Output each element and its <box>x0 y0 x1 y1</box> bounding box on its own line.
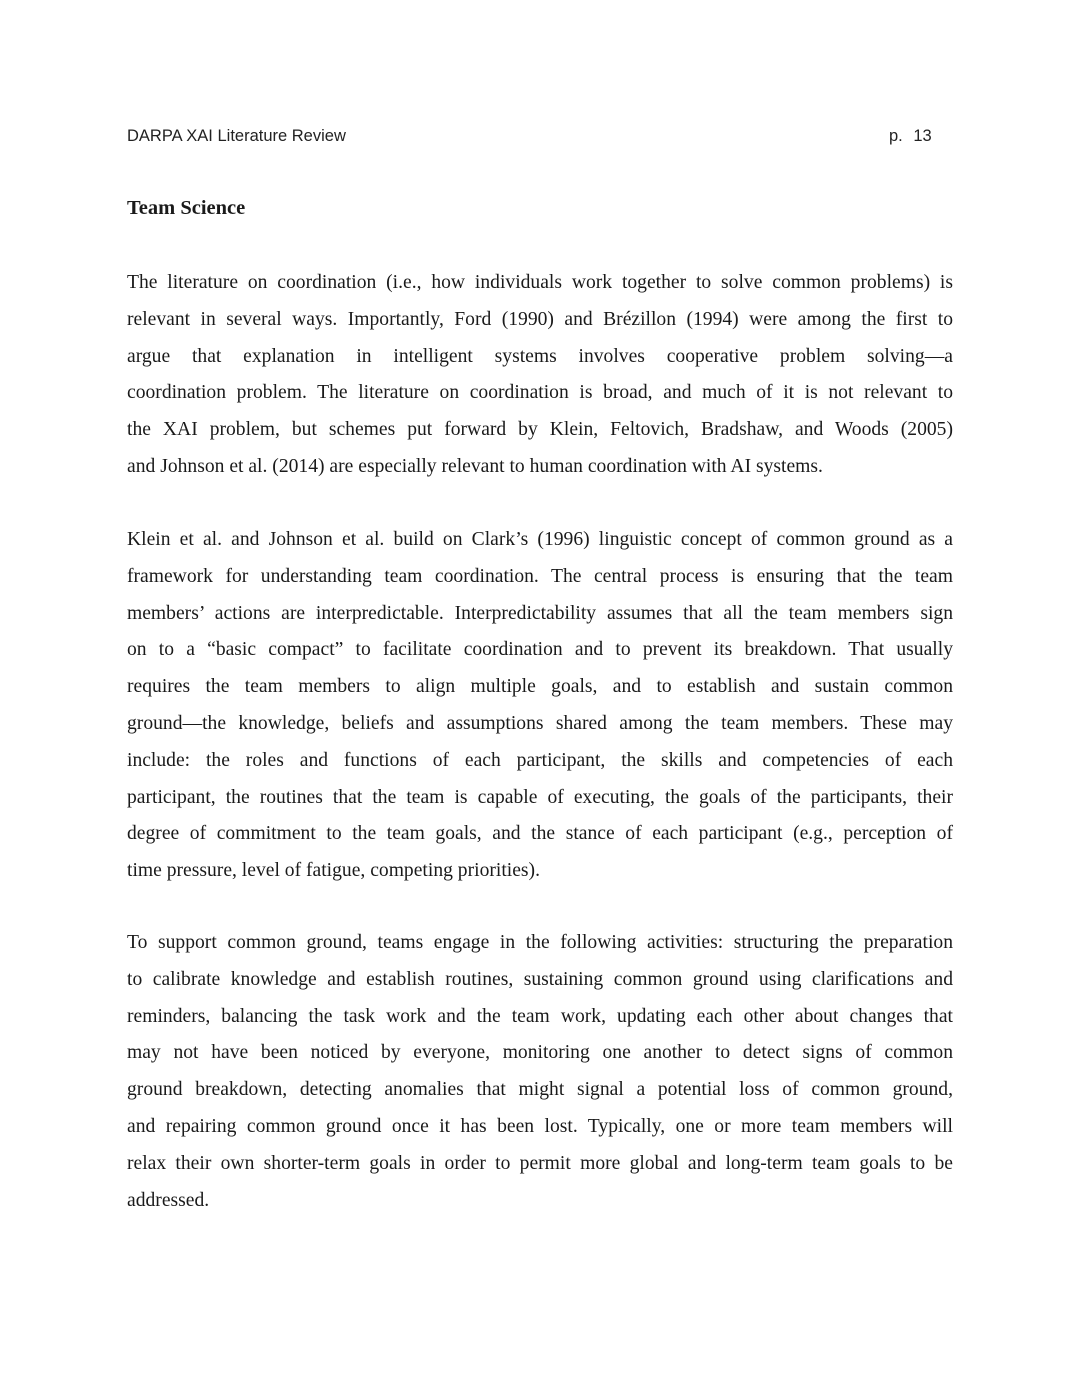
text-line: relevant in several ways. Importantly, Ford (1990) and Brézillon (1994) were among the first to <box>127 308 953 330</box>
text-line: coordination problem. The literature on coordination is broad, and much of it is not relevant to <box>127 382 953 404</box>
text-line: the XAI problem, but schemes put forward by Klein, Feltovich, Bradshaw, and Woods (2005) <box>127 419 953 441</box>
text-line: and repairing common ground once it has been lost. Typically, one or more team members will <box>127 1115 953 1137</box>
text-line: relax their own shorter-term goals in order to permit more global and long-term team goals to be <box>127 1152 953 1174</box>
text-line: time pressure, level of fatigue, competing priorities). <box>127 860 540 882</box>
text-line: and Johnson et al. (2014) are especially relevant to human coordination with AI systems. <box>127 455 823 477</box>
text-line: ground—the knowledge, beliefs and assumptions shared among the team members. These may <box>127 712 953 734</box>
text-line: reminders, balancing the task work and the team work, updating each other about changes that <box>127 1005 953 1027</box>
paragraph-2 <box>127 522 953 890</box>
text-line: to calibrate knowledge and establish routines, sustaining common ground using clarifications and <box>127 968 953 990</box>
text-line: framework for understanding team coordination. The central process is ensuring that the team <box>127 565 953 587</box>
paragraph-1 <box>127 265 953 486</box>
text-line: addressed. <box>127 1189 210 1211</box>
running-header-title: DARPA XAI Literature Review <box>127 127 346 145</box>
text-line: ground breakdown, detecting anomalies that might signal a potential loss of common ground, <box>127 1079 953 1101</box>
text-line: participant, the routines that the team is capable of executing, the goals of the participants, their <box>127 786 953 808</box>
paragraph-3 <box>127 925 953 1219</box>
text-line: argue that explanation in intelligent systems involves cooperative problem solving—a <box>127 345 953 367</box>
text-line: include: the roles and functions of each participant, the skills and competencies of each <box>127 749 953 771</box>
text-line: To support common ground, teams engage in the following activities: structuring the preparation <box>127 932 953 953</box>
page-number: p. 13 <box>889 127 932 145</box>
text-line: The literature on coordination (i.e., how individuals work together to solve common problems) is <box>127 272 953 293</box>
text-line: Klein et al. and Johnson et al. build on Clark’s (1996) linguistic concept of common ground as a <box>127 529 953 550</box>
text-line: degree of commitment to the team goals, and the stance of each participant (e.g., perception of <box>127 823 953 845</box>
text-line: requires the team members to align multiple goals, and to establish and sustain common <box>127 676 953 698</box>
text-line: may not have been noticed by everyone, monitoring one another to detect signs of common <box>127 1042 953 1064</box>
text-line: members’ actions are interpredictable. Interpredictability assumes that all the team members sign <box>127 602 953 624</box>
text-line: on to a “basic compact” to facilitate coordination and to prevent its breakdown. That usually <box>127 639 953 661</box>
section-heading: Team Science <box>127 197 246 219</box>
